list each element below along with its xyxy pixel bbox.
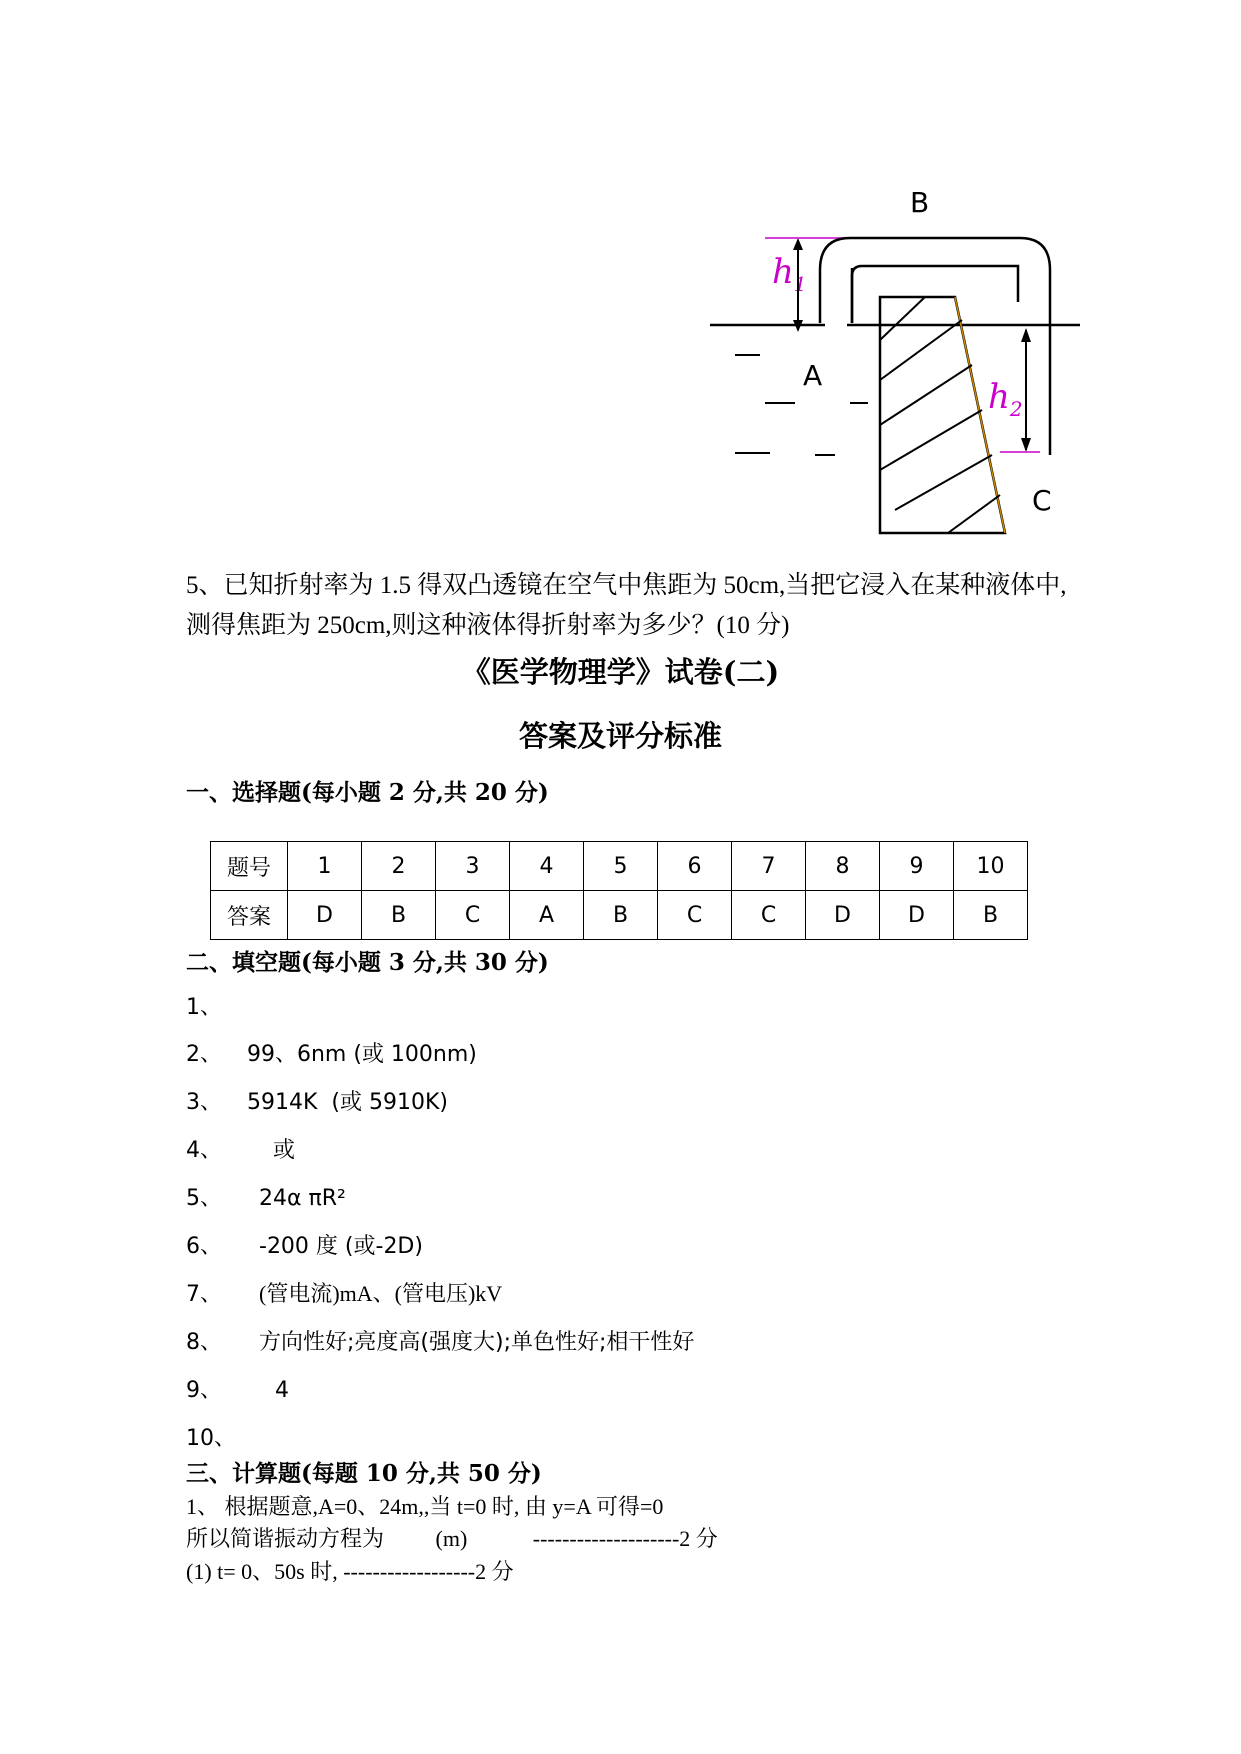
item-number: 5、 bbox=[186, 1186, 222, 1211]
calc-line-1: 1、 根据题意,A=0、24m,,当 t=0 时, 由 y=A 可得=0 bbox=[186, 1494, 664, 1519]
item-text: 或 bbox=[273, 1138, 296, 1163]
table-cell: C bbox=[732, 891, 806, 940]
section-3-heading: 三、计算题(每题 10 分,共 50 分) bbox=[186, 1460, 542, 1487]
table-row-label: 题号 bbox=[211, 842, 288, 891]
item-number: 9、 bbox=[186, 1378, 222, 1403]
table-cell: 9 bbox=[880, 842, 954, 891]
item-number: 2、 bbox=[186, 1042, 222, 1067]
table-cell: 3 bbox=[436, 842, 510, 891]
figure-label-a: A bbox=[803, 359, 823, 392]
table-row bbox=[211, 842, 1028, 891]
list-item bbox=[186, 1277, 502, 1308]
table-cell: 2 bbox=[362, 842, 436, 891]
exam-title: 《医学物理学》试卷(二) bbox=[461, 655, 780, 689]
table-cell: 10 bbox=[954, 842, 1028, 891]
list-item bbox=[186, 1373, 289, 1404]
list-item bbox=[186, 1325, 694, 1356]
calc-line-2-text: 所以简谐振动方程为 bbox=[186, 1526, 385, 1551]
item-text: 5914K (或 5910K) bbox=[247, 1090, 448, 1115]
list-item bbox=[186, 1229, 423, 1260]
calc-line-3-text: (1) t= 0、50s 时, bbox=[186, 1559, 338, 1584]
table-cell: D bbox=[288, 891, 362, 940]
table-cell: B bbox=[584, 891, 658, 940]
item-number: 6、 bbox=[186, 1234, 222, 1259]
item-number: 8、 bbox=[186, 1330, 222, 1355]
section-1-heading: 一、选择题(每小题 2 分,共 20 分) bbox=[186, 779, 549, 806]
list-item bbox=[186, 1085, 448, 1116]
calc-line-3 bbox=[186, 1555, 1086, 1586]
table-cell: 6 bbox=[658, 842, 732, 891]
answer-subtitle: 答案及评分标准 bbox=[518, 719, 722, 753]
table-cell: C bbox=[436, 891, 510, 940]
table-cell: C bbox=[658, 891, 732, 940]
list-item bbox=[186, 1421, 236, 1452]
table-cell: 1 bbox=[288, 842, 362, 891]
table-cell: B bbox=[954, 891, 1028, 940]
figure-label-h2: $h_2$ bbox=[988, 377, 1023, 421]
table-cell: 4 bbox=[510, 842, 584, 891]
calc-line-2-unit: (m) bbox=[435, 1526, 468, 1551]
item-number: 10、 bbox=[186, 1426, 236, 1451]
table-cell: 5 bbox=[584, 842, 658, 891]
item-text: 4 bbox=[275, 1378, 289, 1403]
figure-label-c: C bbox=[1032, 484, 1052, 517]
list-item bbox=[186, 1037, 477, 1068]
item-text: 24α πR² bbox=[259, 1186, 346, 1211]
question-5 bbox=[186, 566, 1086, 646]
table-cell: 8 bbox=[806, 842, 880, 891]
item-number: 7、 bbox=[186, 1282, 222, 1307]
section-2-heading: 二、填空题(每小题 3 分,共 30 分) bbox=[186, 949, 549, 976]
table-cell: B bbox=[362, 891, 436, 940]
question-5-line-2: 测得焦距为 250cm,则这种液体得折射率为多少？(10 分) bbox=[186, 612, 790, 639]
item-text: (管电流)mA、(管电压)kV bbox=[259, 1281, 503, 1306]
table-cell: D bbox=[806, 891, 880, 940]
table-row-label: 答案 bbox=[211, 891, 288, 940]
figure-label-b: B bbox=[910, 186, 930, 219]
table-row bbox=[211, 891, 1028, 940]
item-text: 方向性好;亮度高(强度大);单色性好;相干性好 bbox=[259, 1330, 695, 1355]
calc-line-3-score: ------------------2 分 bbox=[343, 1559, 514, 1584]
item-number: 1、 bbox=[186, 995, 222, 1020]
table-cell: A bbox=[510, 891, 584, 940]
item-number: 4、 bbox=[186, 1138, 222, 1163]
question-5-line-1: 5、已知折射率为 1.5 得双凸透镜在空气中焦距为 50cm,当把它浸入在某种液体中, bbox=[186, 572, 1067, 599]
siphon-figure bbox=[700, 180, 1100, 560]
item-number: 3、 bbox=[186, 1090, 222, 1115]
item-text: 99、6nm (或 100nm) bbox=[247, 1042, 477, 1067]
table-cell: D bbox=[880, 891, 954, 940]
answer-table bbox=[210, 841, 1028, 940]
item-text: -200 度 (或-2D) bbox=[259, 1234, 423, 1259]
calc-line-2-score: --------------------2 分 bbox=[532, 1526, 718, 1551]
list-item bbox=[186, 1181, 346, 1212]
calc-line-2 bbox=[186, 1522, 1086, 1553]
figure-label-h1: $h_1$ bbox=[772, 252, 807, 296]
list-item bbox=[186, 990, 240, 1021]
table-cell: 7 bbox=[732, 842, 806, 891]
list-item bbox=[186, 1133, 295, 1164]
